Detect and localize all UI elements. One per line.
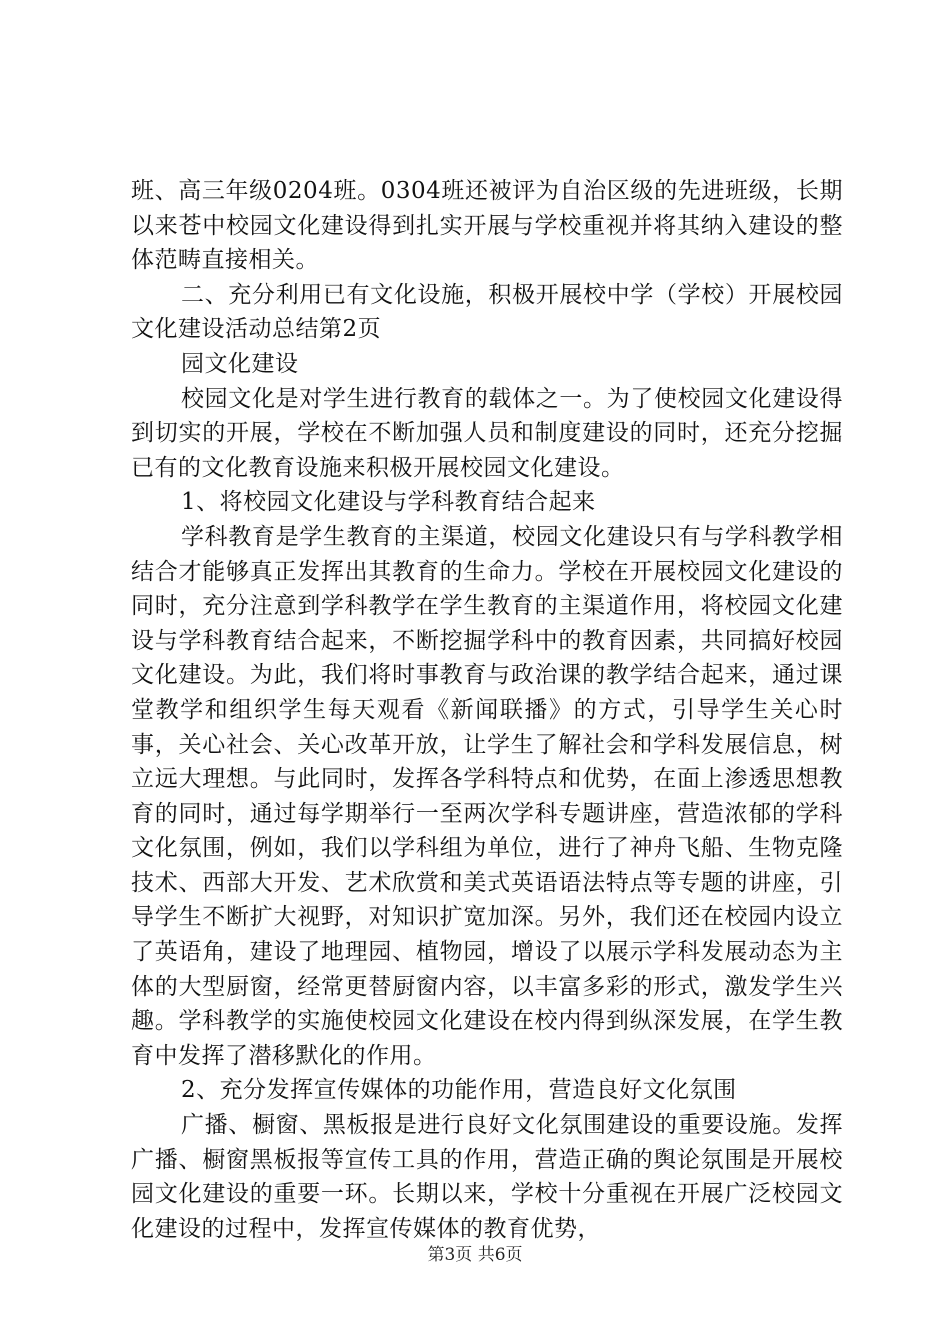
paragraph-1: 班、高三年级0204班。0304班还被评为自治区级的先进班级，长期以来苍中校园文化建设得到扎实开展与学校重视并将其纳入建设的整体范畴直接相关。 bbox=[131, 178, 843, 274]
subheading-1: 1、将校园文化建设与学科教育结合起来 bbox=[181, 489, 596, 516]
section-heading-2: 二、充分利用已有文化设施，积极开展校中学（学校）开展校园文化建设活动总结第2页 bbox=[131, 281, 843, 343]
paragraph-continuation: 园文化建设 bbox=[181, 350, 299, 377]
paragraph-subject-education: 学科教育是学生教育的主渠道，校园文化建设只有与学科教学相结合才能够真正发挥出其教育的生命力。学校在开展校园文化建设的同时，充分注意到学科教学在学生教育的主渠道作用，将校园文化建设与学科教育结合起来，不断挖掘学科中的教育因素，共同搞好校园文化建设。为此，我们将时事教育与政治课的教学结合起来，通过课堂教学和组织学生每天观看《新闻联播》的方式，引导学生关心时事，关心社会、关心改革开放，让学生了解社会和学科发展信息，树立远大理想。与此同时，发挥各学科特点和优势，在面上渗透思想教育的同时，通过每学期举行一至两次学科专题讲座，营造浓郁的学科文化氛围，例如，我们以学科组为单位，进行了神舟飞船、生物克隆技术、西部大开发、艺术欣赏和美式英语语法特点等专题的讲座，引导学生不断扩大视野，对知识扩宽加深。另外，我们还在校园内设立了英语角，建设了地理园、植物园，增设了以展示学科发展动态为主体的大型厨窗，经常更替厨窗内容，以丰富多彩的形式，激发学生兴趣。学科教学的实施使校园文化建设在校内得到纵深发展，在学生教育中发挥了潜移默化的作用。 bbox=[131, 523, 843, 1069]
paragraph-media: 广播、橱窗、黑板报是进行良好文化氛围建设的重要设施。发挥广播、橱窗黑板报等宣传工具的作用，营造正确的舆论氛围是开展校园文化建设的重要一环。长期以来，学校十分重视在开展广泛校园文化建设的过程中，发挥宣传媒体的教育优势， bbox=[131, 1112, 843, 1242]
subheading-2: 2、充分发挥宣传媒体的功能作用，营造良好文化氛围 bbox=[181, 1077, 737, 1104]
page-number: 第3页 共6页 bbox=[427, 1245, 523, 1265]
paragraph-intro: 校园文化是对学生进行教育的载体之一。为了使校园文化建设得到切实的开展，学校在不断加强人员和制度建设的同时，还充分挖掘已有的文化教育设施来积极开展校园文化建设。 bbox=[131, 385, 843, 481]
document-body bbox=[131, 174, 843, 1246]
page-footer bbox=[0, 1243, 950, 1267]
